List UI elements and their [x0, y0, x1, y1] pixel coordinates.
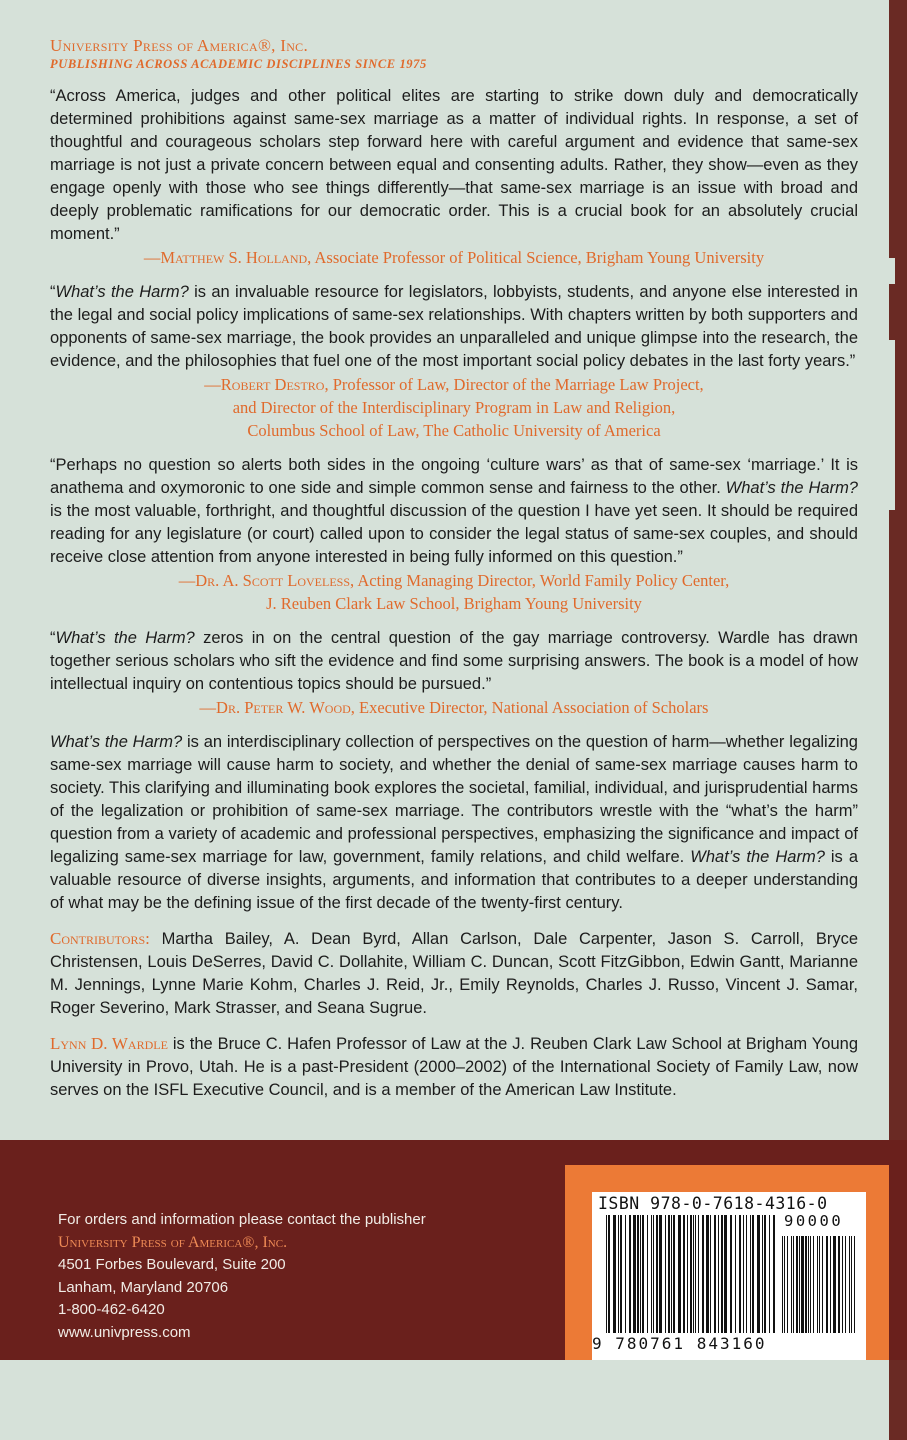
barcode-bar: [642, 1215, 644, 1333]
contributors-names: Martha Bailey, A. Dean Byrd, Allan Carlson, Dale Carpenter, Jason S. Carroll, Bryce Christensen, Louis DeSerres, David C. Dollahite, William C. Duncan, Scott FitzGibbon, Edwin Gantt, Marianne M. Jennings, Lynne Marie Kohm, Charles J. Reid, Jr., Emily Reynolds, Charles J. Russo, Vincent J. Samar, Roger Severino, Mark Strasser, and Seana Sugrue.: [50, 930, 858, 1017]
barcode-bar: [659, 1215, 662, 1333]
barcode-bar: [724, 1215, 727, 1333]
barcode-bar: [805, 1236, 807, 1333]
endorser-title-line: J. Reuben Clark Law School, Brigham Young University: [266, 594, 642, 613]
contact-intro: For orders and information please contact the publisher: [58, 1211, 426, 1228]
barcode-bar: [647, 1215, 648, 1333]
back-cover-content: [50, 85, 858, 1102]
endorsement-3-text-b: is the most valuable, forthright, and thoughtful discussion of the question I have yet seen. It should be required reading for any legislature (or court) called upon to consider the legal status of same-sex couples, and should receive close attention from anyone interested in being fully informed on this question.”: [50, 502, 858, 566]
barcode-bar: [826, 1236, 828, 1333]
contact-address-line-1: 4501 Forbes Boulevard, Suite 200: [58, 1256, 286, 1273]
publisher-header: [50, 36, 830, 72]
contact-publisher-name: University Press of America®, Inc.: [58, 1233, 288, 1251]
barcode-bar: [710, 1215, 711, 1333]
barcode-bar: [769, 1215, 770, 1333]
barcode-bar: [698, 1215, 699, 1333]
barcode-bar: [808, 1236, 809, 1333]
barcode-bar: [665, 1215, 666, 1333]
barcode-bar: [813, 1236, 814, 1333]
barcode-bar: [606, 1215, 607, 1333]
endorsement-1: [50, 85, 858, 246]
endorser-title-line: and Director of the Interdisciplinary Program in Law and Religion,: [232, 398, 676, 417]
barcode-bar: [762, 1215, 763, 1333]
isbn-label: ISBN 978-0-7618-4316-0: [598, 1194, 828, 1213]
barcode-bar: [653, 1215, 654, 1333]
barcode-bar: [633, 1215, 636, 1333]
barcode-bar: [613, 1215, 616, 1333]
barcode-bar: [793, 1236, 794, 1333]
barcode-bar: [784, 1236, 785, 1333]
endorsement-2-text: is an invaluable resource for legislators, lobbyists, students, and anyone else interested in the legal and social policy implications of same-sex relationships. With chapters written by both supporters and opponents of same-sex marriage, the book provides an unparalleled and unique glimpse into the research, the evidence, and the philosophies that fuel one of the most important social policy debates in the last forty years.”: [50, 283, 858, 370]
endorsement-2: “What’s the Harm? is an invaluable resource for legislators, lobbyists, students, and anyone else interested in the legal and social policy implications of same-sex relationships. With chapters written by both supporters and opponents of same-sex marriage, the book provides an unparalleled and unique glimpse into the research, the evidence, and the philosophies that fuel one of the most important social policy debates in the last forty years.”: [50, 283, 858, 370]
barcode-bar: [608, 1215, 610, 1333]
barcode-bar: [618, 1215, 619, 1333]
barcode-bar: [801, 1236, 804, 1333]
barcode-bar: [640, 1215, 641, 1333]
barcode-bar: [750, 1215, 751, 1333]
book-title: What’s the Harm?: [725, 479, 858, 497]
strip-notch: [889, 340, 895, 510]
barcode-bar: [683, 1215, 685, 1333]
barcode-bar: [842, 1236, 843, 1333]
book-title: What’s the Harm?: [55, 629, 195, 647]
endorsement-3-attribution: [50, 569, 858, 592]
barcode-bar: [787, 1236, 788, 1333]
barcode-bar: [838, 1236, 840, 1333]
barcode-bar: [764, 1215, 766, 1333]
author-bio-text: is the Bruce C. Hafen Professor of Law at the J. Reuben Clark Law School at Brigham Young University in Provo, Utah. He is a past-President (2000–2002) of the International Society of Family Law, now serves on the ISFL Executive Council, and is a member of the American Law Institute.: [50, 1035, 858, 1099]
barcode-bar: [673, 1215, 675, 1333]
publisher-tagline: PUBLISHING ACROSS ACADEMIC DISCIPLINES SINCE 1975: [50, 57, 427, 71]
barcode-bar: [845, 1236, 846, 1333]
barcode-bar: [791, 1236, 792, 1333]
endorser-title: , Executive Director, National Association of Scholars: [350, 698, 709, 717]
barcode-bar: [671, 1215, 672, 1333]
endorser-name: —Matthew S. Holland: [143, 248, 308, 267]
barcode-bar: [782, 1236, 783, 1333]
endorsement-1-attribution: [50, 246, 858, 269]
publisher-contact: [58, 1209, 426, 1344]
author-bio: [50, 1032, 858, 1102]
barcode-bar: [637, 1215, 639, 1333]
contributors-block: [50, 927, 858, 1020]
barcode-bar: [810, 1236, 811, 1333]
barcode-bar: [752, 1215, 754, 1333]
barcode-bar: [714, 1215, 716, 1333]
endorsement-1-text: “Across America, judges and other political elites are starting to strike down duly and democratically determined prohibitions against same-sex marriage as a matter of individual rights. In response, a set of thoughtful and courageous scholars step forward here with careful argument and evidence that same-sex marriage is not just a private concern between equal and consenting adults. Rather, they show—even as they engage openly with those who see things differently—that same-sex marriage is an issue with broad and deeply problematic ramifications for our democratic order. This is a crucial book for an absolutely crucial moment.”: [50, 87, 858, 243]
endorser-title: , Associate Professor of Political Science, Brigham Young University: [307, 248, 765, 267]
endorsement-4-text: zeros in on the central question of the gay marriage controversy. Wardle has drawn together serious scholars who sift the evidence and find some surprising answers. The book is a model of how intellectual inquiry on contentious topics should be pursued.”: [50, 629, 858, 693]
isbn-barcode: [592, 1192, 866, 1360]
barcode-bar: [735, 1215, 736, 1333]
barcode-bar: [739, 1215, 741, 1333]
barcode-bar: [693, 1215, 694, 1333]
author-name: Lynn D. Wardle: [50, 1034, 168, 1053]
book-title: What’s the Harm?: [55, 283, 189, 301]
endorser-name: —Dr. Peter W. Wood: [199, 698, 351, 717]
barcode-bar: [687, 1215, 688, 1333]
barcode-bar: [620, 1215, 622, 1333]
publisher-name: University Press of America®, Inc.: [50, 36, 309, 55]
endorser-title-line: Columbus School of Law, The Catholic University of America: [247, 421, 661, 440]
contributors-label: Contributors:: [50, 929, 150, 948]
barcode-bar: [730, 1215, 732, 1333]
barcode-bar: [854, 1236, 855, 1333]
barcode-bar: [629, 1215, 631, 1333]
barcode-bar: [656, 1215, 658, 1333]
contact-website: www.univpress.com: [58, 1323, 191, 1341]
barcode-bar: [833, 1236, 836, 1333]
price-code: 90000: [784, 1212, 844, 1230]
barcode-bar: [695, 1215, 696, 1333]
barcode-bars-main: [606, 1215, 776, 1333]
barcode-bar: [817, 1236, 818, 1333]
endorser-name: —Dr. A. Scott Loveless: [178, 571, 351, 590]
endorser-title: , Professor of Law, Director of the Marriage Law Project,: [324, 375, 704, 394]
contact-phone: 1-800-462-6420: [58, 1301, 165, 1318]
barcode-bar: [678, 1215, 681, 1333]
barcode-bar: [757, 1215, 760, 1333]
barcode-bar: [721, 1215, 723, 1333]
barcode-bar: [702, 1215, 704, 1333]
barcode-bar: [746, 1215, 747, 1333]
barcode-bar: [718, 1215, 719, 1333]
barcode-bar: [849, 1236, 850, 1333]
barcode-digits: 9 780761 843160: [592, 1334, 767, 1353]
description-text-a: is an interdisciplinary collection of perspectives on the question of harm—whether legalizing same-sex marriage will cause harm to society, and whether the denial of same-sex marriage causes harm to society. This clarifying and illuminating book explores the societal, familial, individual, and jurisprudential harms of the legalization or prohibition of same-sex marriage. The contributors wrestle with the “what’s the harm” question from a variety of academic and professional perspectives, emphasizing the significance and impact of legalizing same-sex marriage for law, government, family relations, and child welfare.: [50, 733, 858, 866]
barcode-bar: [851, 1236, 852, 1333]
book-title: What’s the Harm?: [50, 733, 183, 751]
barcode-bar: [706, 1215, 709, 1333]
barcode-bar: [773, 1215, 775, 1333]
endorsement-3-text-a: “Perhaps no question so alerts both sides in the ongoing ‘culture wars’ as that of same-sex ‘marriage.’ It is anathema and oxymoronic to one side and simple common sense and fairness to the other.: [50, 456, 858, 497]
barcode-bar: [830, 1236, 831, 1333]
barcode-bar: [668, 1215, 670, 1333]
contact-address-line-2: Lanham, Maryland 20706: [58, 1278, 229, 1296]
barcode-bar: [651, 1215, 652, 1333]
endorsement-3: [50, 454, 858, 569]
barcode-bars-addon: [782, 1236, 858, 1333]
barcode-bar: [625, 1215, 626, 1333]
book-description: [50, 731, 858, 915]
barcode-bar: [743, 1215, 744, 1333]
barcode-bar: [822, 1236, 823, 1333]
endorsement-4-attribution: [50, 696, 858, 719]
barcode-bar: [819, 1236, 820, 1333]
description-text-b: is a valuable resource of diverse insights, arguments, and information that contributes to a deeper understanding of what may be the defining issue of the first decade of the twenty-first century.: [50, 848, 858, 912]
barcode-bar: [799, 1236, 800, 1333]
endorsement-4: “What’s the Harm? zeros in on the central question of the gay marriage controversy. Wardle has drawn together serious scholars who sift the evidence and find some surprising answers. The book is a model of how intellectual inquiry on contentious topics should be pursued.”: [50, 629, 858, 693]
endorser-title: , Acting Managing Director, World Family Policy Center,: [350, 571, 730, 590]
endorser-name: —Robert Destro: [204, 375, 325, 394]
barcode-bar: [690, 1215, 692, 1333]
endorsement-2-attribution: [50, 373, 858, 396]
book-title: What’s the Harm?: [690, 848, 825, 866]
barcode-bar: [796, 1236, 798, 1333]
strip-notch: [889, 258, 895, 284]
